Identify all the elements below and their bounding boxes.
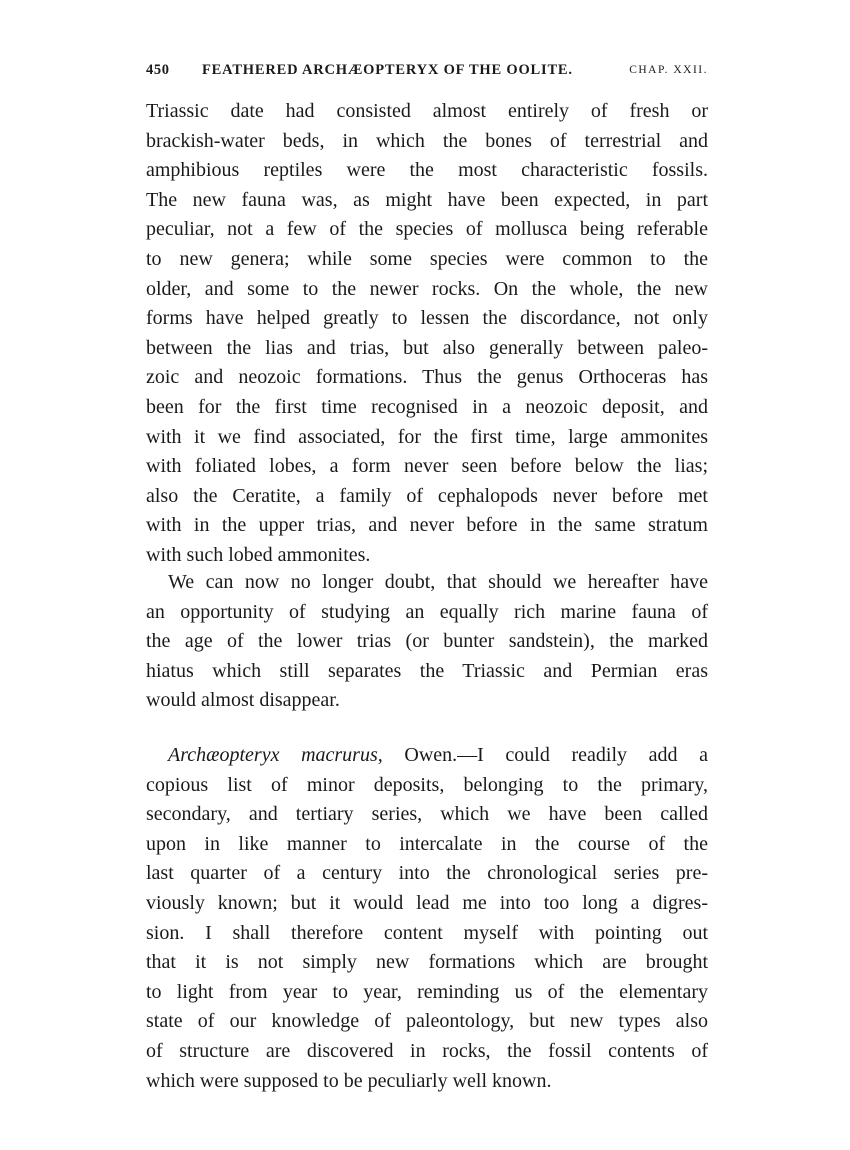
text-line: viously known; but it would lead me into too long a digres- [146,891,708,914]
running-head-title: FEATHERED ARCHÆOPTERYX OF THE OOLITE. [202,62,573,78]
text-line: to new genera; while some species were common to the [146,247,708,270]
text-line: state of our knowledge of paleontology, but new types also [146,1010,708,1033]
text-line: with such lobed ammonites. [146,543,371,566]
text-line: amphibious reptiles were the most characteristic fossils. [146,159,708,182]
text-line: brackish-water beds, in which the bones of terrestrial and [146,129,708,152]
chapter-label: CHAP. XXII. [629,64,708,76]
text-line: last quarter of a century into the chronological series pre- [146,862,708,885]
text-line: between the lias and trias, but also generally between paleo- [146,336,708,359]
text-line: with in the upper trias, and never before in the same stratum [146,514,708,537]
text-line: sion. I shall therefore content myself with pointing out [146,921,708,944]
text-line: We can now no longer doubt, that should we hereafter have [168,571,708,593]
page-number: 450 [146,62,170,78]
text-line: hiatus which still separates the Triassic and Permian eras [146,659,708,682]
text-line: which were supposed to be peculiarly well known. [146,1069,552,1092]
text-line: Triassic date had consisted almost entirely of fresh or [146,100,708,122]
heading-text: Owen.—I could readily add a [382,744,709,766]
species-name: Archæopteryx macrurus, [168,744,383,766]
paragraph-2 [146,568,708,716]
text-line: would almost disappear. [146,689,340,712]
text-line: peculiar, not a few of the species of mollusca being referable [146,218,708,241]
text-line: of structure are discovered in rocks, the fossil contents of [146,1039,708,1062]
paragraph-1 [146,97,708,571]
text-line: zoic and neozoic formations. Thus the genus Orthoceras has [146,366,708,389]
paragraph-3 [146,741,708,1096]
text-line: upon in like manner to intercalate in the course of the [146,832,708,855]
text-line: with it we find associated, for the first time, large ammonites [146,425,708,448]
text-line: copious list of minor deposits, belonging to the primary, [146,773,708,796]
text-line: The new fauna was, as might have been expected, in part [146,188,708,211]
section-heading-line [146,741,708,771]
text-line: an opportunity of studying an equally rich marine fauna of [146,600,708,623]
text-line: been for the first time recognised in a neozoic deposit, and [146,395,708,418]
text-line: also the Ceratite, a family of cephalopods never before met [146,484,708,507]
running-head [146,62,708,84]
text-line: with foliated lobes, a form never seen before below the lias; [146,455,708,478]
text-line: secondary, and tertiary series, which we have been called [146,803,708,826]
text-line: older, and some to the newer rocks. On the whole, the new [146,277,708,300]
text-line: that it is not simply new formations which are brought [146,951,708,974]
text-line: forms have helped greatly to lessen the discordance, not only [146,307,708,330]
text-line: the age of the lower trias (or bunter sandstein), the marked [146,630,708,653]
text-line: to light from year to year, reminding us of the elementary [146,980,708,1003]
